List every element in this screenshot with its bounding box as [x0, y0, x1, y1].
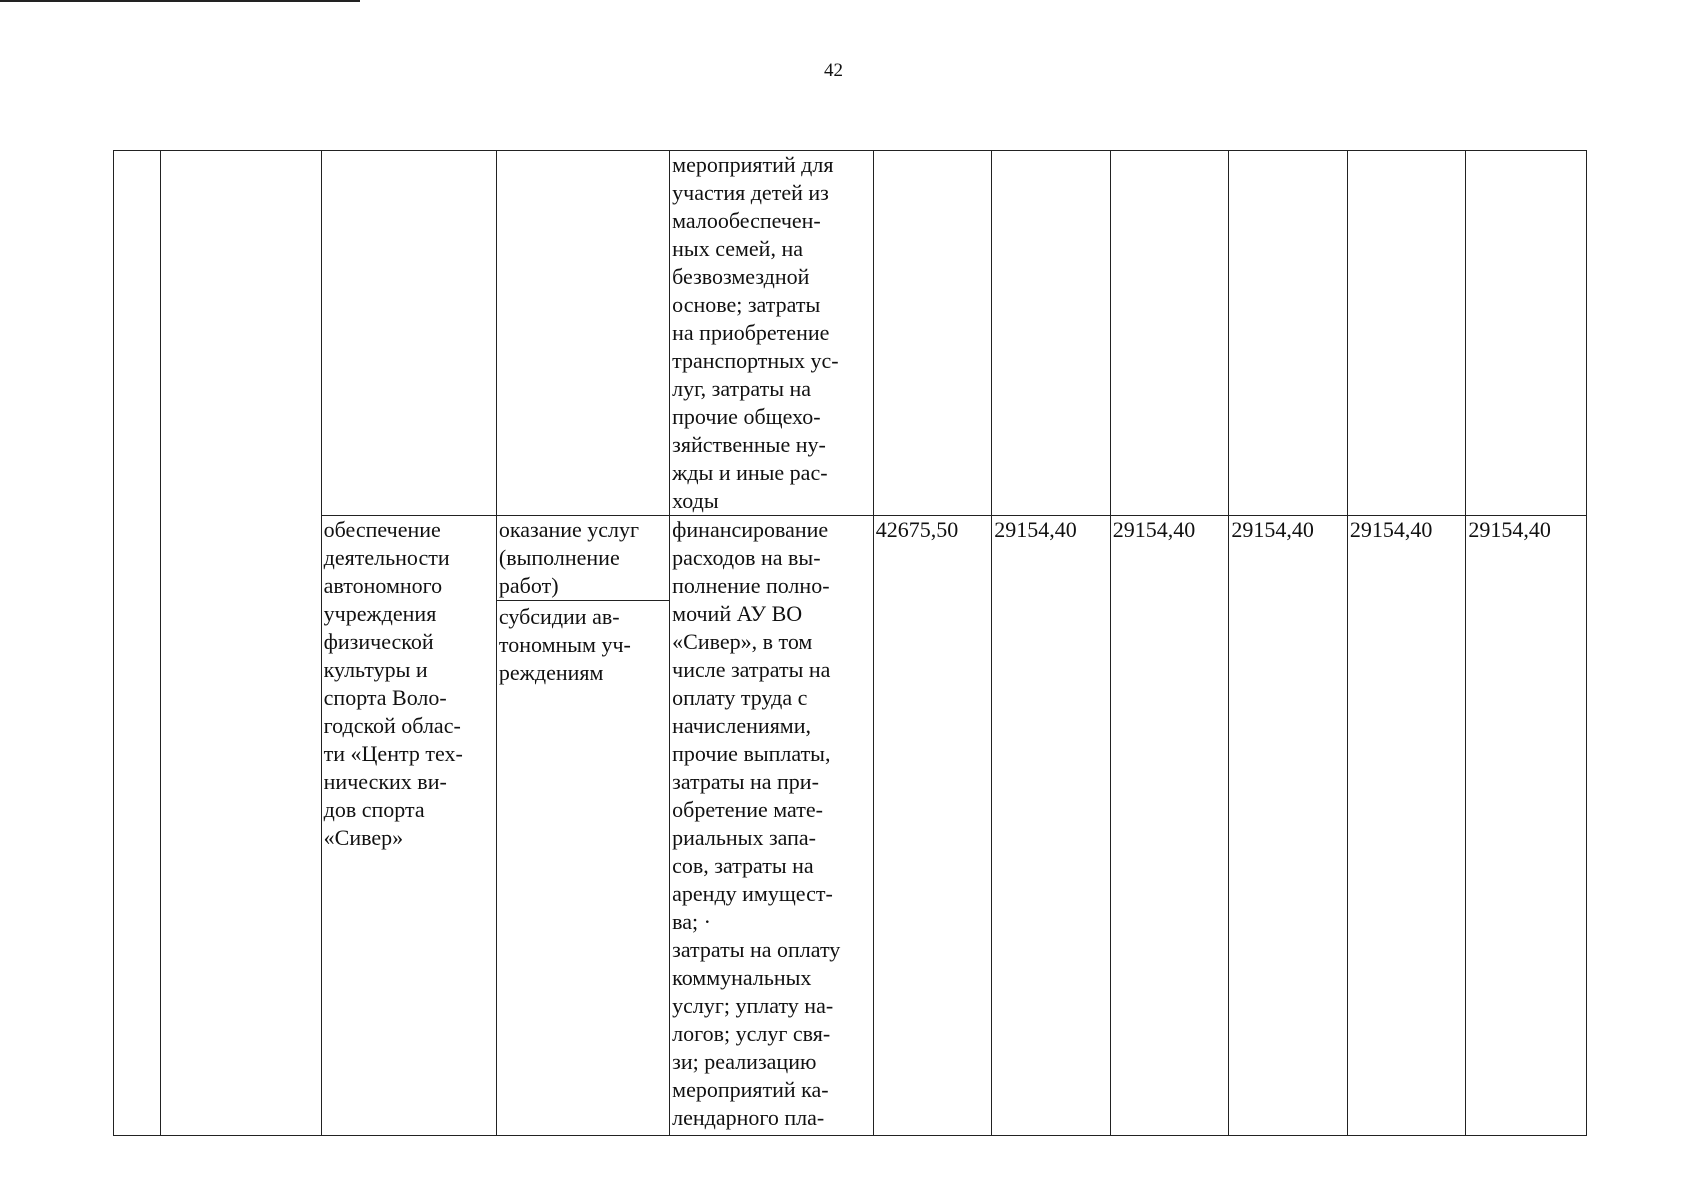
cell-value: [1347, 151, 1466, 516]
table-row: [114, 151, 1587, 516]
cell-service-type: [496, 516, 669, 1136]
amount-value: 29154,40: [1231, 517, 1314, 542]
cell-institution: [321, 151, 496, 516]
service-type-label: оказание услуг (выполнение работ): [497, 516, 669, 601]
cell-description: [670, 151, 874, 516]
institution-name: обеспечение деятельности автономного учреждения физической культуры и спорта Воло- годской облас- ти «Центр тех- нических ви- дов спорта «Сивер»: [323, 517, 463, 850]
cell-value: [1110, 516, 1229, 1136]
amount-value: 29154,40: [994, 517, 1077, 542]
cell-institution: [321, 516, 496, 1136]
amount-value: 29154,40: [1468, 517, 1551, 542]
cell-value: [1347, 516, 1466, 1136]
amount-value: 29154,40: [1112, 517, 1196, 542]
cell-value: [992, 151, 1111, 516]
cell-service-type: [496, 151, 669, 516]
cell-description: [670, 516, 874, 1136]
cell-value: [1466, 151, 1587, 516]
budget-table: [113, 150, 1587, 1136]
subsidy-type-label: субсидии ав- тономным уч- реждениям: [498, 604, 631, 685]
cell-value: [1229, 151, 1348, 516]
cell-value: [1466, 516, 1587, 1136]
description-text: мероприятий для участия детей из малообеспечен- ных семей, на безвозмездной основе; затраты на приобретение транспортных ус- луг, затраты на прочие общехо- зяйственные ну- жды и иные рас- ходы: [672, 152, 839, 513]
description-text: финансирование расходов на вы- полнение полно- мочий АУ ВО «Сивер», в том числе затраты на оплату труда с начислениями, прочие выплаты, затраты на при- обретение мате- риальных запа- сов, затраты на аренду имущест- ва; · затраты на оплату коммунальных услуг; уплату на- логов; услуг свя- зи; реализацию мероприятий ка- лендарного пла-: [672, 517, 841, 1130]
table-row: [114, 516, 1587, 1136]
amount-value: 42675,50: [875, 517, 959, 542]
amount-value: 29154,40: [1349, 517, 1433, 542]
cell-empty: [114, 151, 161, 1136]
cell-value: [1229, 516, 1348, 1136]
page-number: 42: [824, 60, 843, 81]
cell-value: [873, 516, 992, 1136]
cell-empty: [160, 151, 321, 1136]
top-rule: [0, 0, 360, 2]
cell-value: [1110, 151, 1229, 516]
cell-value: [873, 151, 992, 516]
cell-value: [992, 516, 1111, 1136]
